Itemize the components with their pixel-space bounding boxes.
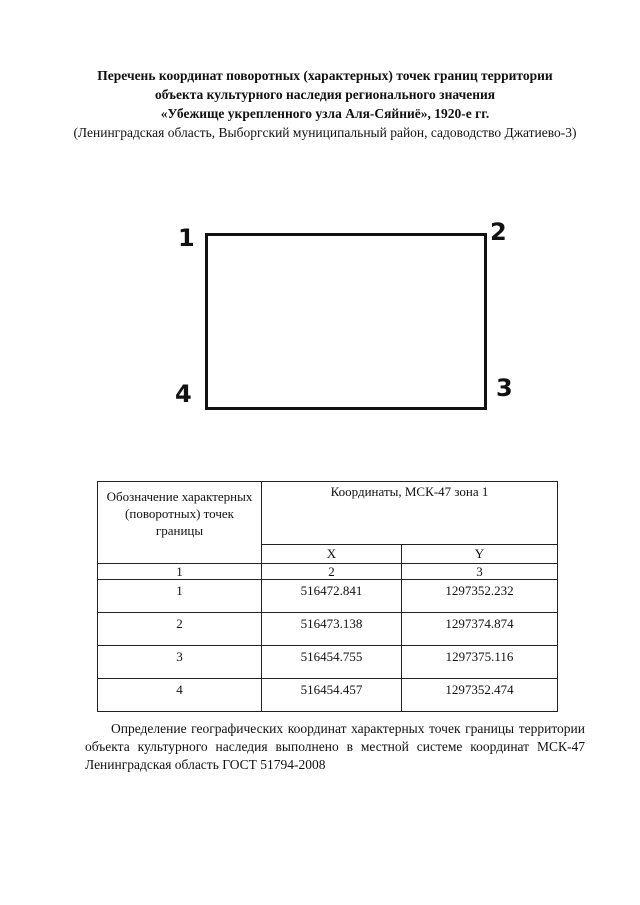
- row-y: 1297374.874: [402, 613, 558, 646]
- point-label-1: 1: [178, 224, 195, 252]
- title-line-3: «Убежище укрепленного узла Аля-Сяйниё», 1920-е гг.: [160, 106, 490, 121]
- row-y: 1297352.474: [402, 679, 558, 712]
- row-x: 516454.457: [262, 679, 402, 712]
- row-y: 1297375.116: [402, 646, 558, 679]
- point-label-2: 2: [490, 218, 507, 246]
- point-label-3: 3: [496, 374, 513, 402]
- title-line-2: объекта культурного наследия регионального значения: [154, 87, 496, 102]
- row-x: 516473.138: [262, 613, 402, 646]
- row-point: 3: [98, 646, 262, 679]
- row-x: 516472.841: [262, 580, 402, 613]
- header-x: X: [262, 545, 402, 564]
- row-x: 516454.755: [262, 646, 402, 679]
- row-point: 2: [98, 613, 262, 646]
- table-row: [98, 580, 558, 613]
- boundary-rectangle: [205, 233, 487, 410]
- row-y: 1297352.232: [402, 580, 558, 613]
- header-point-designation: Обозначение характерных (поворотных) точек границы: [98, 482, 262, 564]
- header-y: Y: [402, 545, 558, 564]
- header-coordinates: Координаты, МСК-47 зона 1: [262, 482, 558, 545]
- row-point: 1: [98, 580, 262, 613]
- title-subtitle: (Ленинградская область, Выборгский муниципальный район, садоводство Джатиево-3): [73, 125, 577, 140]
- point-label-4: 4: [175, 380, 192, 408]
- table-row: [98, 613, 558, 646]
- column-number: 1: [98, 564, 262, 580]
- table-header-row: [98, 482, 558, 545]
- footer-text: Определение географических координат характерных точек границы территории объекта культурного наследия выполнено в местной системе координат МСК-47 Ленинградская область ГОСТ 51794-2008: [85, 721, 585, 772]
- column-number: 3: [402, 564, 558, 580]
- footer-paragraph: [85, 720, 585, 774]
- table-column-numbers-row: [98, 564, 558, 580]
- column-number: 2: [262, 564, 402, 580]
- row-point: 4: [98, 679, 262, 712]
- table-row: [98, 679, 558, 712]
- document-title: [60, 66, 590, 142]
- table-row: [98, 646, 558, 679]
- title-line-1: Перечень координат поворотных (характерных) точек границ территории: [97, 68, 553, 83]
- coordinates-table: [97, 481, 558, 712]
